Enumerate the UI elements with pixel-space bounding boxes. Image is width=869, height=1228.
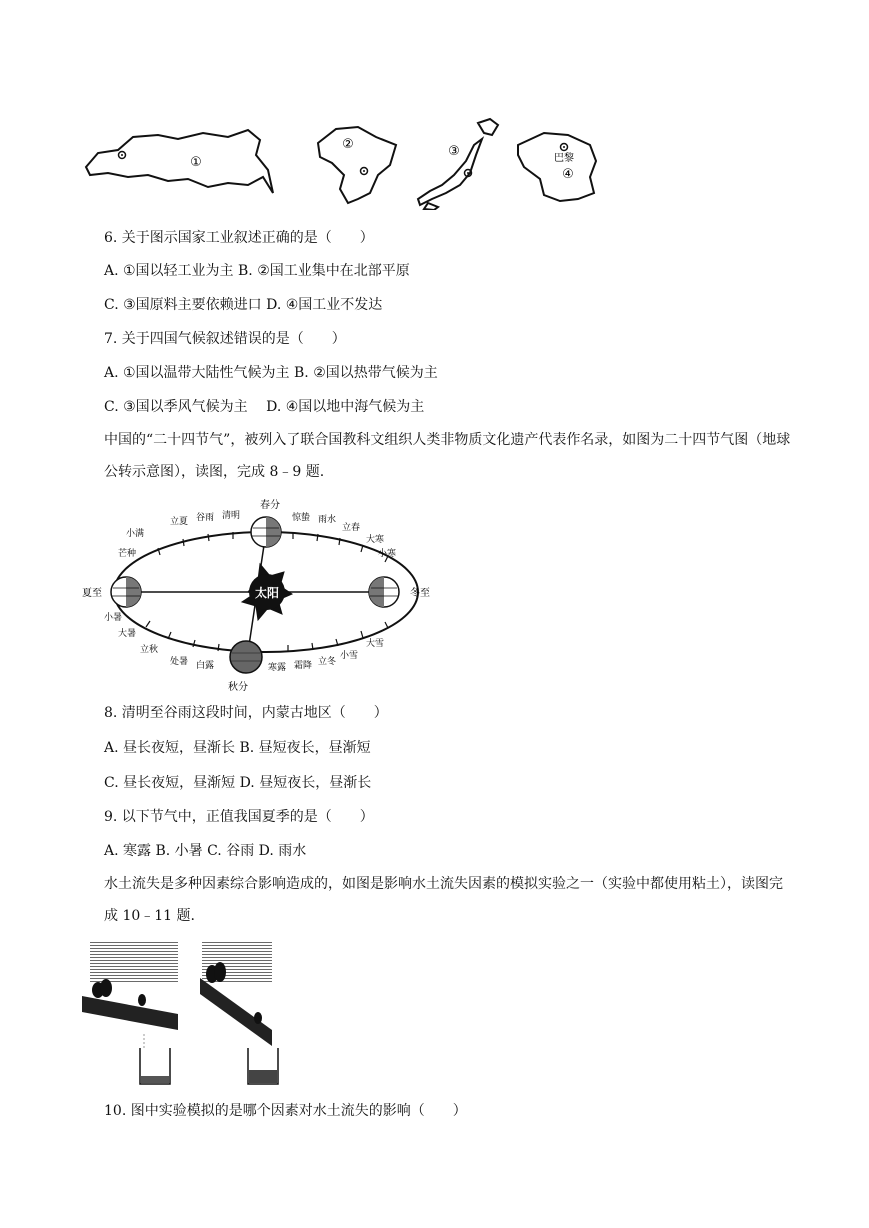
country-maps-figure bbox=[78, 115, 618, 210]
label-dahan: 大寒 bbox=[366, 535, 385, 545]
right-slope bbox=[200, 978, 272, 1046]
label-dashu: 大暑 bbox=[118, 629, 137, 639]
label-guyu: 谷雨 bbox=[196, 513, 215, 523]
earth-dongzhi-icon bbox=[369, 577, 399, 607]
brazil-map bbox=[318, 127, 396, 203]
intro-10-11: 水土流失是多种因素综合影响造成的，如图是影响水土流失因素的模拟实验之一（实验中都使用粘土），读图完成 10﹣11 题. bbox=[104, 876, 783, 924]
label-qingming: 清明 bbox=[222, 511, 241, 521]
q6-options-ab: A. ①国以轻工业为主 B. ②国工业集中在北部平原 bbox=[104, 263, 410, 279]
russia-map bbox=[86, 130, 273, 193]
intro-8-9: 中国的“二十四节气”，被列入了联合国教科文组织人类非物质文化遗产代表作名录，如图为二十四节气图（地球公转示意图），读图，完成 8﹣9 题. bbox=[104, 432, 791, 480]
earth-qiufen-icon bbox=[230, 641, 262, 673]
q6-options-cd: C. ③国原料主要依赖进口 D. ④国工业不发达 bbox=[104, 297, 383, 313]
label-yushui: 雨水 bbox=[318, 515, 337, 525]
label-xiaohan: 小寒 bbox=[378, 549, 397, 559]
label-bailu: 白露 bbox=[196, 661, 215, 671]
left-slope bbox=[82, 996, 178, 1030]
paris-label: 巴黎 bbox=[554, 153, 574, 164]
label-shuangjiang: 霜降 bbox=[294, 661, 313, 671]
earth-xiazhi-icon bbox=[111, 577, 141, 607]
japan-map bbox=[418, 119, 498, 210]
solar-terms-diagram bbox=[78, 492, 438, 697]
label-xiaoxue: 小雪 bbox=[340, 651, 359, 661]
label-chunfen: 春分 bbox=[260, 500, 280, 511]
russia-label: ① bbox=[190, 155, 202, 170]
q9-options: A. 寒露 B. 小暑 C. 谷雨 D. 雨水 bbox=[104, 843, 307, 859]
label-jingzhe: 惊蛰 bbox=[292, 513, 311, 523]
label-lixia: 立夏 bbox=[170, 517, 189, 527]
earth-chunfen-icon bbox=[251, 517, 281, 547]
q10-stem: 10. 图中实验模拟的是哪个因素对水土流失的影响（ ） bbox=[104, 1103, 467, 1119]
right-beaker-icon bbox=[248, 1048, 278, 1084]
label-qiufen: 秋分 bbox=[228, 682, 248, 693]
label-mangzhong: 芒种 bbox=[118, 549, 137, 559]
label-xiazhi: 夏至 bbox=[82, 588, 102, 599]
left-beaker-icon bbox=[140, 1048, 170, 1084]
q6-stem: 6. 关于图示国家工业叙述正确的是（ ） bbox=[104, 230, 374, 246]
label-lichun: 立春 bbox=[342, 523, 361, 533]
label-daxue: 大雪 bbox=[366, 639, 385, 649]
label-xiaoshu: 小暑 bbox=[104, 613, 123, 623]
label-chushu: 处暑 bbox=[170, 657, 189, 667]
label-dongzhi: 冬至 bbox=[410, 588, 430, 599]
q8-options-cd: C. 昼长夜短，昼渐短 D. 昼短夜长，昼渐长 bbox=[104, 775, 372, 791]
france-map bbox=[518, 133, 596, 201]
label-lidong: 立冬 bbox=[318, 657, 337, 667]
label-liqiu: 立秋 bbox=[140, 645, 159, 655]
label-hanlu: 寒露 bbox=[268, 663, 287, 673]
q7-options-cd: C. ③国以季风气候为主 D. ④国以地中海气候为主 bbox=[104, 399, 425, 415]
q8-stem: 8. 清明至谷雨这段时间，内蒙古地区（ ） bbox=[104, 705, 388, 721]
brazil-label: ② bbox=[342, 137, 354, 152]
q9-stem: 9. 以下节气中，正值我国夏季的是（ ） bbox=[104, 809, 374, 825]
france-label: ④ bbox=[562, 167, 574, 182]
q7-stem: 7. 关于四国气候叙述错误的是（ ） bbox=[104, 331, 346, 347]
q8-options-ab: A. 昼长夜短，昼渐长 B. 昼短夜长，昼渐短 bbox=[104, 740, 371, 756]
erosion-experiment-figure bbox=[82, 938, 282, 1090]
sun-label: 太阳 bbox=[254, 586, 280, 600]
japan-label: ③ bbox=[448, 144, 460, 159]
label-xiaoman: 小满 bbox=[126, 529, 145, 539]
q7-options-ab: A. ①国以温带大陆性气候为主 B. ②国以热带气候为主 bbox=[104, 365, 438, 381]
